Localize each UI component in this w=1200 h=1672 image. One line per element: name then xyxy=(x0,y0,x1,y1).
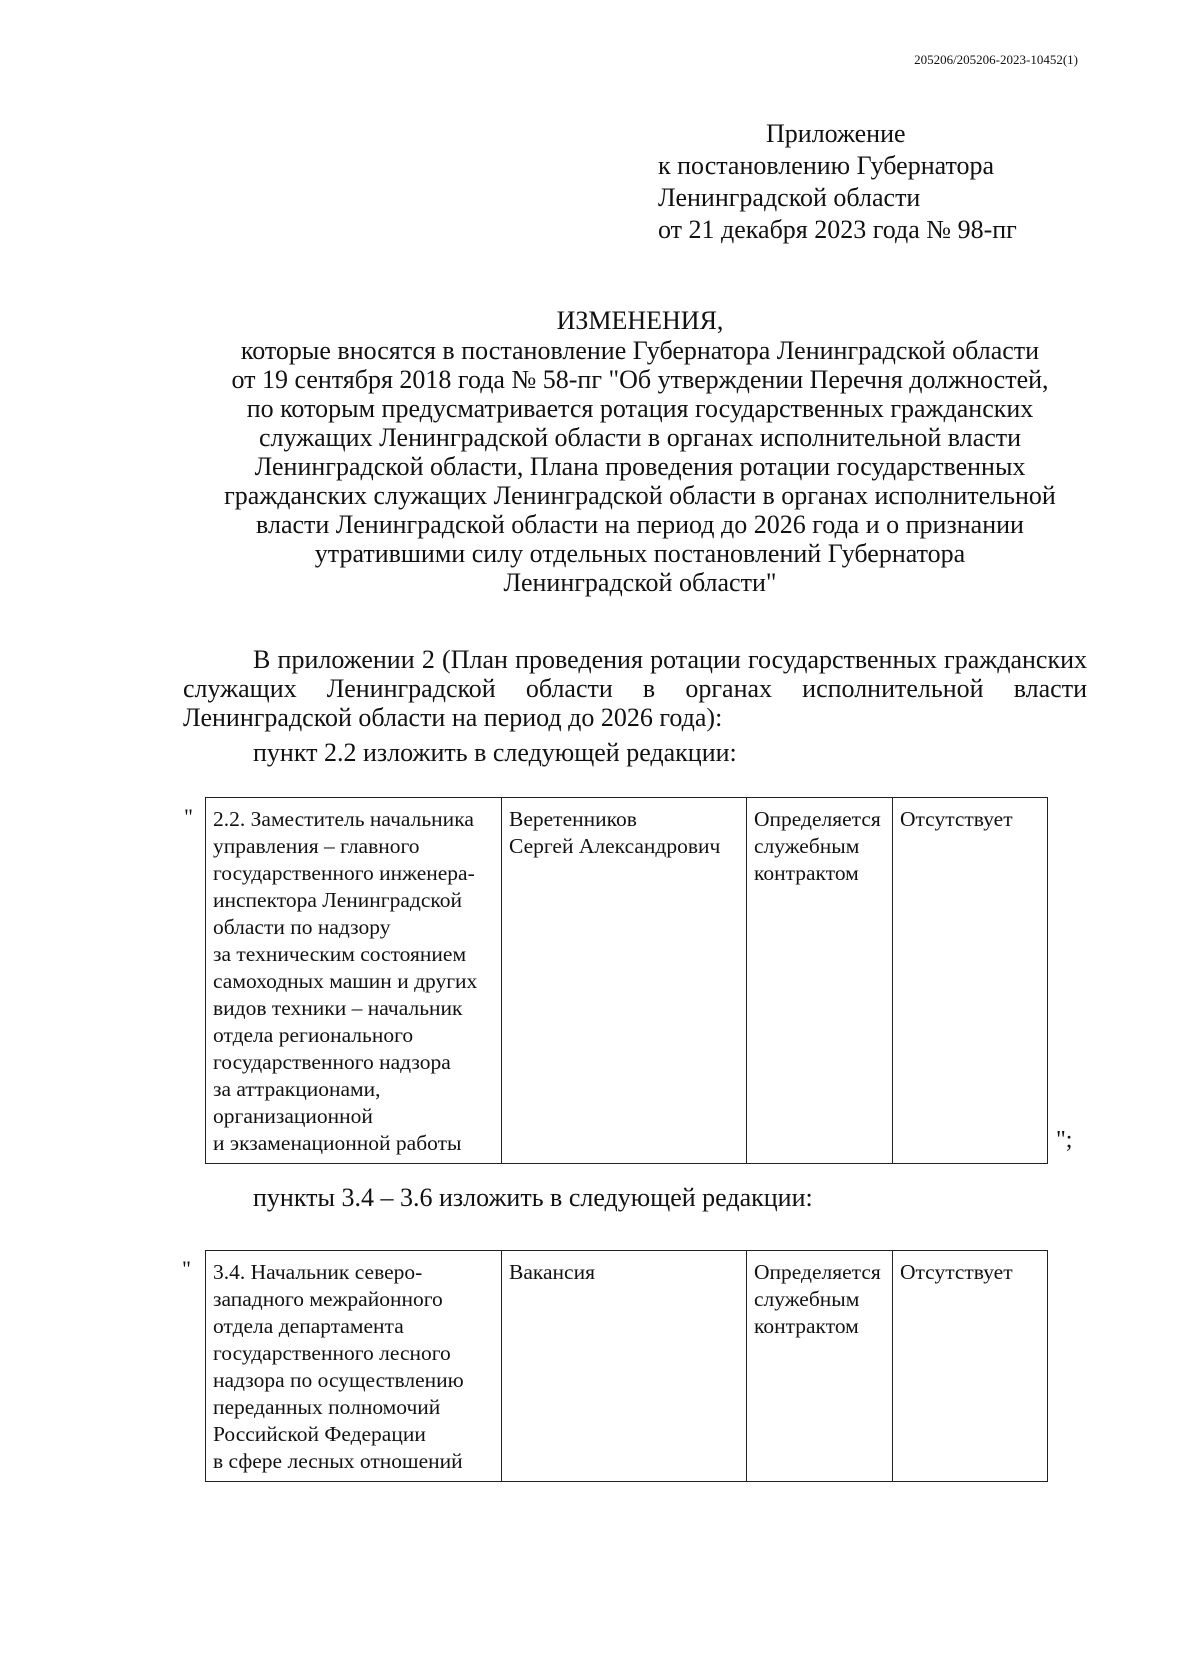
term-line: служебным xyxy=(754,834,860,858)
position-line: за техническим состоянием xyxy=(213,942,467,966)
rotation-table-point-3-4 xyxy=(205,1250,1048,1482)
position-line: в сфере лесных отношений xyxy=(213,1449,463,1473)
position-line: инспектора Ленинградской xyxy=(213,888,462,912)
position-line: отдела департамента xyxy=(213,1314,404,1338)
status-text: Отсутствует xyxy=(900,807,1013,831)
position-line: области по надзору xyxy=(213,915,391,939)
term-line: контрактом xyxy=(754,861,859,885)
document-id: 205206/205206-2023-10452(1) xyxy=(914,52,1078,67)
person-line: Веретенников xyxy=(509,807,637,831)
heading-line: от 19 сентября 2018 года № 58-пг "Об утверждении Перечня должностей, xyxy=(231,365,1049,394)
appendix-block xyxy=(658,118,1017,246)
position-line: Российской Федерации xyxy=(213,1422,426,1446)
heading-line: служащих Ленинградской области в органах исполнительной власти xyxy=(258,423,1022,452)
position-line: самоходных машин и других xyxy=(213,969,478,993)
position-line: организационной xyxy=(213,1104,373,1128)
table-1-open-quote: " xyxy=(184,804,193,829)
status-cell xyxy=(893,1251,1048,1482)
position-line: отдела регионального xyxy=(213,1023,414,1047)
position-line: западного межрайонного xyxy=(213,1287,443,1311)
person-cell xyxy=(502,798,747,1164)
document-heading xyxy=(200,306,1080,597)
instruction-point-2-2: пункт 2.2 изложить в следующей редакции: xyxy=(253,738,737,767)
position-cell xyxy=(206,1251,502,1482)
heading-line: Ленинградской области" xyxy=(503,568,777,597)
person-line: Сергей Александрович xyxy=(509,834,721,858)
position-line: государственного инженера- xyxy=(213,861,475,885)
heading-line: власти Ленинградской области на период до 2026 года и о признании xyxy=(256,510,1024,539)
position-line: видов техники – начальник xyxy=(213,996,463,1020)
intro-paragraph: В приложении 2 (План проведения ротации государственных гражданских служащих Ленинградской области в органах исполнительной власти Ленинградской области на период до 2026 года): xyxy=(183,645,1087,732)
heading-line: утратившими силу отдельных постановлений Губернатора xyxy=(314,539,966,568)
appendix-title: Приложение xyxy=(766,119,906,148)
position-line: управления – главного xyxy=(213,834,420,858)
term-line: Определяется xyxy=(754,807,881,831)
position-line: 3.4. Начальник северо- xyxy=(213,1260,423,1284)
position-line: и экзаменационной работы xyxy=(213,1131,462,1155)
table-row xyxy=(206,1251,1048,1482)
status-text: Отсутствует xyxy=(900,1260,1013,1284)
rotation-table-point-2-2 xyxy=(205,797,1048,1164)
status-cell xyxy=(893,798,1048,1164)
position-line: государственного надзора xyxy=(213,1050,451,1074)
term-line: Определяется xyxy=(754,1260,881,1284)
heading-line: по которым предусматривается ротация государственных гражданских xyxy=(246,394,1034,423)
position-line: за аттракционами, xyxy=(213,1077,381,1101)
position-line: 2.2. Заместитель начальника xyxy=(213,807,474,831)
position-line: государственного лесного xyxy=(213,1341,451,1365)
heading-line: которые вносятся в постановление Губернатора Ленинградской области xyxy=(240,336,1040,365)
person-text: Вакансия xyxy=(509,1260,595,1284)
position-cell xyxy=(206,798,502,1164)
appendix-line: Ленинградской области xyxy=(658,183,921,212)
heading-line: гражданских служащих Ленинградской области в органах исполнительной xyxy=(224,481,1056,510)
term-line: контрактом xyxy=(754,1314,859,1338)
person-cell xyxy=(502,1251,747,1482)
term-cell xyxy=(747,1251,893,1482)
term-cell xyxy=(747,798,893,1164)
table-1-close-quote: "; xyxy=(1056,1127,1073,1153)
term-line: служебным xyxy=(754,1287,860,1311)
position-line: надзора по осуществлению xyxy=(213,1368,464,1392)
table-2-open-quote: " xyxy=(182,1256,191,1281)
instruction-points-3-4-3-6: пункты 3.4 – 3.6 изложить в следующей редакции: xyxy=(253,1183,813,1212)
appendix-line: к постановлению Губернатора xyxy=(658,151,995,180)
heading-line: Ленинградской области, Плана проведения ротации государственных xyxy=(254,452,1026,481)
table-row xyxy=(206,798,1048,1164)
heading-title: ИЗМЕНЕНИЯ, xyxy=(556,306,724,335)
position-line: переданных полномочий xyxy=(213,1395,441,1419)
appendix-date-line: от 21 декабря 2023 года № 98-пг xyxy=(658,215,1017,244)
